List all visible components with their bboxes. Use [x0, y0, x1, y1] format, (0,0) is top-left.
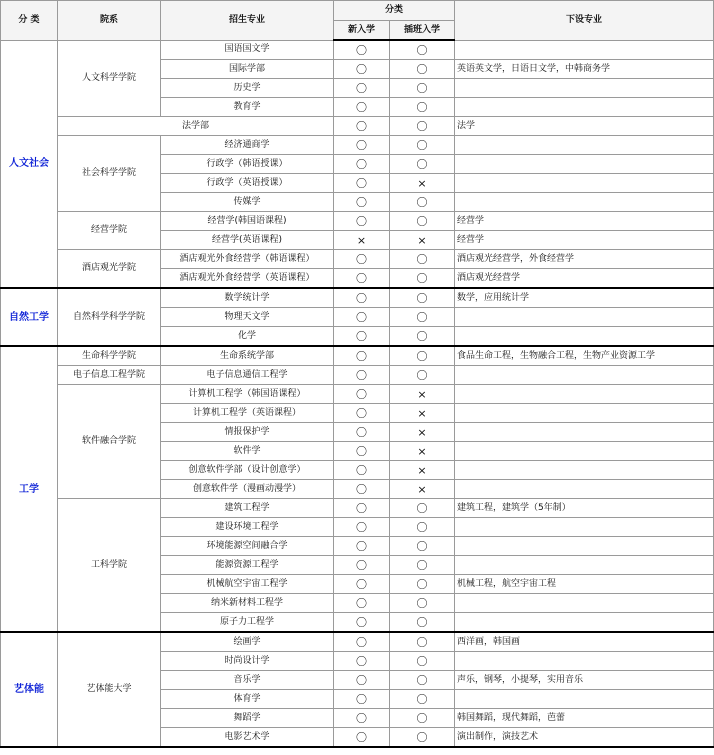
major-cell: 化学: [161, 327, 334, 347]
major-cell: 电子信息通信工程学: [161, 366, 334, 385]
sub-major-cell: 声乐，钢琴，小提琴，实用音乐: [455, 671, 714, 690]
new-admission-mark: 〇: [334, 632, 390, 652]
new-admission-mark: 〇: [334, 613, 390, 633]
table-row: [1, 288, 714, 308]
major-cell: 酒店观光外食经营学（英语课程）: [161, 269, 334, 289]
header-major: 招生专业: [161, 1, 334, 41]
new-admission-mark: 〇: [334, 537, 390, 556]
sub-major-cell: [455, 518, 714, 537]
major-cell: 时尚设计学: [161, 652, 334, 671]
transfer-admission-mark: ×: [390, 442, 455, 461]
college-cell: 经营学院: [58, 212, 161, 250]
new-admission-mark: 〇: [334, 575, 390, 594]
new-admission-mark: 〇: [334, 117, 390, 136]
table-row: [1, 499, 714, 518]
major-cell: 教育学: [161, 98, 334, 117]
transfer-admission-mark: 〇: [390, 594, 455, 613]
major-cell: 历史学: [161, 79, 334, 98]
new-admission-mark: 〇: [334, 728, 390, 748]
sub-major-cell: [455, 404, 714, 423]
category-cell: 自然工学: [1, 288, 58, 346]
major-cell: 机械航空宇宙工程学: [161, 575, 334, 594]
sub-major-cell: [455, 193, 714, 212]
new-admission-mark: 〇: [334, 385, 390, 404]
sub-major-cell: [455, 98, 714, 117]
category-cell: 人文社会: [1, 40, 58, 288]
college-cell: 自然科学科学学院: [58, 288, 161, 346]
major-cell: 能源资源工程学: [161, 556, 334, 575]
transfer-admission-mark: 〇: [390, 60, 455, 79]
sub-major-cell: 英语英文学，日语日文学，中韩商务学: [455, 60, 714, 79]
new-admission-mark: 〇: [334, 98, 390, 117]
transfer-admission-mark: 〇: [390, 728, 455, 748]
major-cell: 创意软件学部（设计创意学）: [161, 461, 334, 480]
transfer-admission-mark: 〇: [390, 327, 455, 347]
new-admission-mark: 〇: [334, 652, 390, 671]
new-admission-mark: 〇: [334, 594, 390, 613]
new-admission-mark: 〇: [334, 442, 390, 461]
transfer-admission-mark: 〇: [390, 499, 455, 518]
table-row: [1, 366, 714, 385]
table-row: [1, 346, 714, 366]
major-cell: 酒店观光外食经营学（韩语课程）: [161, 250, 334, 269]
transfer-admission-mark: 〇: [390, 117, 455, 136]
transfer-admission-mark: 〇: [390, 308, 455, 327]
sub-major-cell: 数学，应用统计学: [455, 288, 714, 308]
new-admission-mark: ×: [334, 231, 390, 250]
sub-major-cell: [455, 79, 714, 98]
new-admission-mark: 〇: [334, 250, 390, 269]
new-admission-mark: 〇: [334, 518, 390, 537]
major-cell: 体育学: [161, 690, 334, 709]
major-cell: 传媒学: [161, 193, 334, 212]
category-cell: 艺体能: [1, 632, 58, 747]
new-admission-mark: 〇: [334, 136, 390, 155]
major-cell: 创意软件学（漫画动漫学）: [161, 480, 334, 499]
transfer-admission-mark: 〇: [390, 518, 455, 537]
new-admission-mark: 〇: [334, 690, 390, 709]
college-cell: 软件融合学院: [58, 385, 161, 499]
transfer-admission-mark: 〇: [390, 366, 455, 385]
sub-major-cell: [455, 613, 714, 633]
college-cell: 社会科学学院: [58, 136, 161, 212]
transfer-admission-mark: ×: [390, 461, 455, 480]
new-admission-mark: 〇: [334, 423, 390, 442]
sub-major-cell: 酒店观光经营学，外食经营学: [455, 250, 714, 269]
header-college: 院系: [58, 1, 161, 41]
sub-major-cell: 机械工程，航空宇宙工程: [455, 575, 714, 594]
transfer-admission-mark: 〇: [390, 193, 455, 212]
sub-major-cell: [455, 594, 714, 613]
sub-major-cell: [455, 652, 714, 671]
sub-major-cell: [455, 327, 714, 347]
college-cell: 酒店观光学院: [58, 250, 161, 289]
transfer-admission-mark: 〇: [390, 537, 455, 556]
major-cell: 原子力工程学: [161, 613, 334, 633]
sub-major-cell: [455, 690, 714, 709]
major-cell: 建筑工程学: [161, 499, 334, 518]
college-cell: 电子信息工程学院: [58, 366, 161, 385]
transfer-admission-mark: 〇: [390, 212, 455, 231]
new-admission-mark: 〇: [334, 174, 390, 193]
major-cell: 舞蹈学: [161, 709, 334, 728]
major-cell: 绘画学: [161, 632, 334, 652]
new-admission-mark: 〇: [334, 212, 390, 231]
new-admission-mark: 〇: [334, 346, 390, 366]
transfer-admission-mark: 〇: [390, 250, 455, 269]
major-cell: 行政学（韩语授课）: [161, 155, 334, 174]
sub-major-cell: [455, 174, 714, 193]
sub-major-cell: [455, 40, 714, 60]
college-cell: 艺体能大学: [58, 632, 161, 747]
major-cell: 数学统计学: [161, 288, 334, 308]
major-cell: 经营学(英语课程): [161, 231, 334, 250]
table-row: [1, 40, 714, 60]
table-row: [1, 212, 714, 231]
transfer-admission-mark: 〇: [390, 556, 455, 575]
new-admission-mark: 〇: [334, 269, 390, 289]
sub-major-cell: [455, 480, 714, 499]
major-cell: 物理天文学: [161, 308, 334, 327]
header-transfer: 插班入学: [390, 21, 455, 41]
new-admission-mark: 〇: [334, 461, 390, 480]
transfer-admission-mark: 〇: [390, 575, 455, 594]
sub-major-cell: [455, 385, 714, 404]
sub-major-cell: 西洋画，韩国画: [455, 632, 714, 652]
transfer-admission-mark: 〇: [390, 690, 455, 709]
major-cell: 软件学: [161, 442, 334, 461]
sub-major-cell: [455, 537, 714, 556]
sub-major-cell: [455, 155, 714, 174]
college-cell: 工科学院: [58, 499, 161, 633]
transfer-admission-mark: 〇: [390, 40, 455, 60]
new-admission-mark: 〇: [334, 556, 390, 575]
transfer-admission-mark: 〇: [390, 155, 455, 174]
college-cell: 法学部: [58, 117, 334, 136]
transfer-admission-mark: ×: [390, 480, 455, 499]
sub-major-cell: 酒店观光经营学: [455, 269, 714, 289]
sub-major-cell: [455, 461, 714, 480]
table-body: [1, 40, 714, 747]
sub-major-cell: 经营学: [455, 212, 714, 231]
new-admission-mark: 〇: [334, 709, 390, 728]
transfer-admission-mark: ×: [390, 385, 455, 404]
header-sub: 下设专业: [455, 1, 714, 41]
transfer-admission-mark: 〇: [390, 671, 455, 690]
sub-major-cell: 韩国舞蹈，现代舞蹈，芭蕾: [455, 709, 714, 728]
college-cell: 人文科学学院: [58, 40, 161, 117]
table-row: [1, 632, 714, 652]
new-admission-mark: 〇: [334, 499, 390, 518]
new-admission-mark: 〇: [334, 40, 390, 60]
new-admission-mark: 〇: [334, 193, 390, 212]
transfer-admission-mark: 〇: [390, 269, 455, 289]
new-admission-mark: 〇: [334, 366, 390, 385]
major-cell: 情报保护学: [161, 423, 334, 442]
major-cell: 经济通商学: [161, 136, 334, 155]
sub-major-cell: [455, 442, 714, 461]
table-row: [1, 250, 714, 269]
major-cell: 建设环境工程学: [161, 518, 334, 537]
header-category: 分 类: [1, 1, 58, 41]
major-cell: 电影艺术学: [161, 728, 334, 748]
new-admission-mark: 〇: [334, 79, 390, 98]
transfer-admission-mark: 〇: [390, 98, 455, 117]
transfer-admission-mark: 〇: [390, 288, 455, 308]
major-cell: 国语国文学: [161, 40, 334, 60]
new-admission-mark: 〇: [334, 671, 390, 690]
table-row: [1, 136, 714, 155]
new-admission-mark: 〇: [334, 327, 390, 347]
header-type: 分类: [334, 1, 455, 21]
transfer-admission-mark: 〇: [390, 632, 455, 652]
sub-major-cell: [455, 136, 714, 155]
transfer-admission-mark: ×: [390, 174, 455, 193]
major-cell: 生命系统学部: [161, 346, 334, 366]
sub-major-cell: 建筑工程，建筑学（5年制）: [455, 499, 714, 518]
transfer-admission-mark: 〇: [390, 79, 455, 98]
major-cell: 经营学(韩国语课程): [161, 212, 334, 231]
sub-major-cell: [455, 366, 714, 385]
table-row: [1, 385, 714, 404]
sub-major-cell: 食品生命工程，生物融合工程，生物产业资源工学: [455, 346, 714, 366]
college-cell: 生命科学学院: [58, 346, 161, 366]
header-new: 新入学: [334, 21, 390, 41]
new-admission-mark: 〇: [334, 480, 390, 499]
new-admission-mark: 〇: [334, 308, 390, 327]
new-admission-mark: 〇: [334, 155, 390, 174]
new-admission-mark: 〇: [334, 288, 390, 308]
sub-major-cell: 演出制作，演技艺术: [455, 728, 714, 748]
sub-major-cell: [455, 423, 714, 442]
transfer-admission-mark: ×: [390, 404, 455, 423]
sub-major-cell: 经营学: [455, 231, 714, 250]
new-admission-mark: 〇: [334, 60, 390, 79]
table-row: [1, 117, 714, 136]
major-cell: 音乐学: [161, 671, 334, 690]
transfer-admission-mark: 〇: [390, 652, 455, 671]
major-cell: 国际学部: [161, 60, 334, 79]
category-cell: 工学: [1, 346, 58, 632]
transfer-admission-mark: ×: [390, 423, 455, 442]
transfer-admission-mark: 〇: [390, 136, 455, 155]
sub-major-cell: [455, 308, 714, 327]
major-cell: 环境能源空间融合学: [161, 537, 334, 556]
new-admission-mark: 〇: [334, 404, 390, 423]
major-cell: 行政学（英语授课）: [161, 174, 334, 193]
major-cell: 计算机工程学（英语课程）: [161, 404, 334, 423]
transfer-admission-mark: 〇: [390, 346, 455, 366]
sub-major-cell: 法学: [455, 117, 714, 136]
major-cell: 纳米新材料工程学: [161, 594, 334, 613]
transfer-admission-mark: 〇: [390, 613, 455, 633]
transfer-admission-mark: ×: [390, 231, 455, 250]
sub-major-cell: [455, 556, 714, 575]
transfer-admission-mark: 〇: [390, 709, 455, 728]
major-cell: 计算机工程学（韩国语课程）: [161, 385, 334, 404]
